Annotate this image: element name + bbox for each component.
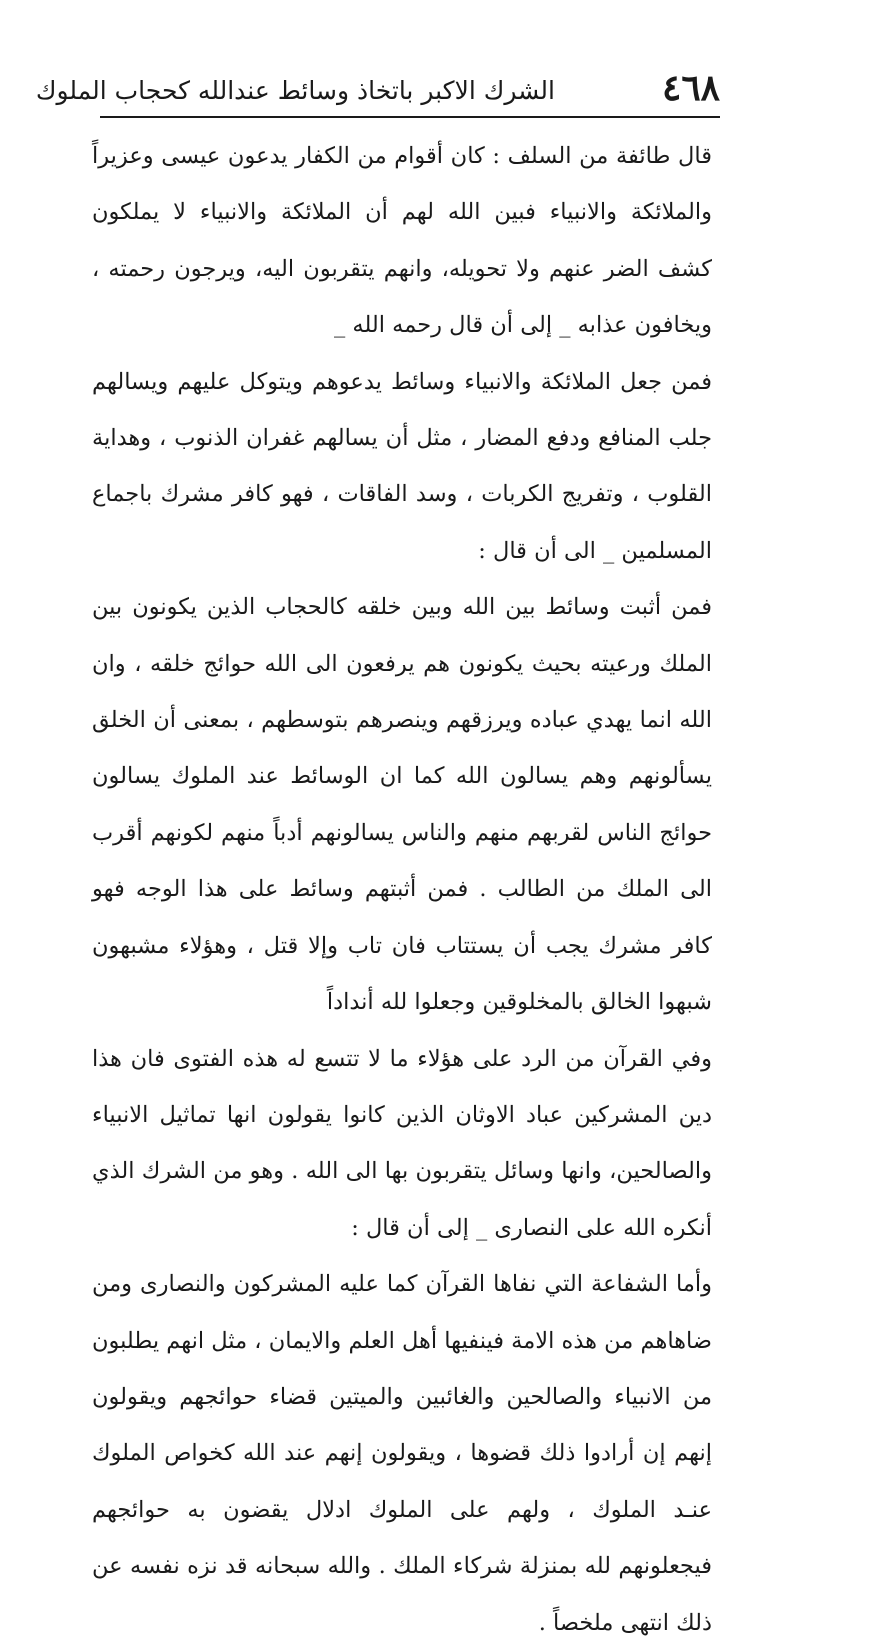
running-title: الشرك الاكبر باتخاذ وسائط عندالله كحجاب الملوك xyxy=(35,76,555,105)
running-header xyxy=(35,67,720,118)
paragraph-2: فمن جعل الملائكة والانبياء وسائط يدعوهم ويتوكل عليهم ويسالهم جلب المنافع ودفع المضار ، مثل أن يسالهم غفران الذنوب ، وهداية القلوب ، وتفريج الكربات ، وسد الفاقات ، فهو كافر مشرك باجماع المسلمين _ الى أن قال : xyxy=(92,368,712,564)
paragraph-3: فمن أثبت وسائط بين الله وبين خلقه كالحجاب الذين يكونون بين الملك ورعيته بحيث يكونون هم يرفعون الى الله حوائج خلقه ، وان الله انما يهدي عباده ويرزقهم وينصرهم بتوسطهم ، بمعنى أن الخلق يسألونهم وهم يسالون الله كما ان الوسائط عند الملوك يسالون حوائج الناس لقربهم منهم والناس يسالونهم أدباً منهم لكونهم أقرب الى الملك من الطالب . فمن أثبتهم وسائط على هذا الوجه فهو كافر مشرك يجب أن يستتاب فان تاب وإلا قتل ، وهؤلاء مشبهون شبهوا الخالق بالمخلوقين وجعلوا لله أنداداً xyxy=(92,594,712,1016)
paragraph-1: قال طائفة من السلف : كان أقوام من الكفار يدعون عيسى وعزيراً والملائكة والانبياء فبين الله لهم أن الملائكة والانبياء لا يملكون كشف الضر عنهم ولا تحويله، وانهم يتقربون اليه، ويرجون رحمته ، ويخافون عذابه _ إلى أن قال رحمه الله _ xyxy=(92,143,712,339)
body-text xyxy=(92,128,712,1651)
paragraph-4: وفي القرآن من الرد على هؤلاء ما لا تتسع له هذه الفتوى فان هذا دين المشركين عباد الاوثان الذين كانوا يقولون انها تماثيل الانبياء والصالحين، وانها وسائل يتقربون بها الى الله . وهو من الشرك الذي أنكره الله على النصارى _ إلى أن قال : xyxy=(92,1045,712,1241)
paragraph-5: وأما الشفاعة التي نفاها القرآن كما عليه المشركون والنصارى ومن ضاهاهم من هذه الامة فينفيها أهل العلم والايمان ، مثل انهم يطلبون من الانبياء والصالحين والغائبين والميتين قضاء حوائجهم ويقولون إنهم إن أرادوا ذلك قضوها ، ويقولون إنهم عند الله كخواص الملوك عنـد الملوك ، ولهم على الملوك ادلال يقضون به حوائجهم فيجعلونهم لله بمنزلة شركاء الملك . والله سبحانه قد نزه نفسه عن ذلك انتهى ملخصاً . xyxy=(91,1271,712,1636)
header-rule xyxy=(100,116,720,118)
page-number: ٤٦٨ xyxy=(661,67,720,109)
